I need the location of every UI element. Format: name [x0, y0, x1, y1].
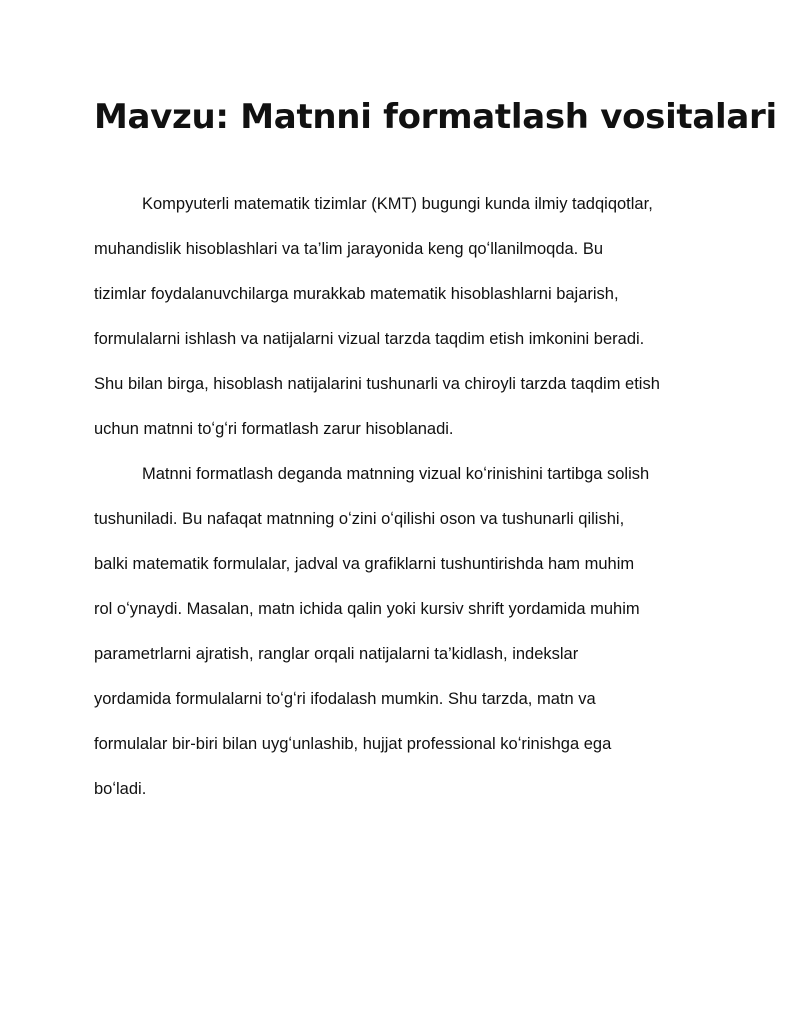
text-line: formulalar bir-biri bilan uygʻunlashib, hujjat professional koʻrinishga ega: [94, 735, 612, 753]
text-line: tushuniladi. Bu nafaqat matnning oʻzini oʻqilishi oson va tushunarli qilishi,: [94, 510, 625, 528]
text-line: Matnni formatlash deganda matnning vizual koʻrinishini tartibga solish: [142, 465, 650, 483]
text-line: tizimlar foydalanuvchilarga murakkab matematik hisoblashlarni bajarish,: [94, 285, 619, 303]
text-line: balki matematik formulalar, jadval va grafiklarni tushuntirishda ham muhim: [94, 555, 635, 573]
document-body: [94, 182, 714, 812]
text-line: Kompyuterli matematik tizimlar (KMT) bugungi kunda ilmiy tadqiqotlar,: [142, 195, 653, 213]
paragraph-2: [94, 452, 714, 812]
text-line: uchun matnni toʻgʻri formatlash zarur hisoblanadi.: [94, 420, 454, 438]
page-title: Mavzu: Matnni formatlash vositalari: [94, 97, 777, 137]
text-line: Shu bilan birga, hisoblash natijalarini tushunarli va chiroyli tarzda taqdim etish: [94, 375, 660, 393]
text-line: muhandislik hisoblashlari va ta’lim jarayonida keng qoʻllanilmoqda. Bu: [94, 240, 604, 258]
text-line: formulalarni ishlash va natijalarni vizual tarzda taqdim etish imkonini beradi.: [94, 330, 645, 348]
text-line: parametrlarni ajratish, ranglar orqali natijalarni ta’kidlash, indekslar: [94, 645, 579, 663]
text-line: rol oʻynaydi. Masalan, matn ichida qalin yoki kursiv shrift yordamida muhim: [94, 600, 640, 618]
text-line: boʻladi.: [94, 780, 147, 798]
paragraph-1: [94, 182, 714, 452]
text-line: yordamida formulalarni toʻgʻri ifodalash mumkin. Shu tarzda, matn va: [94, 690, 596, 708]
